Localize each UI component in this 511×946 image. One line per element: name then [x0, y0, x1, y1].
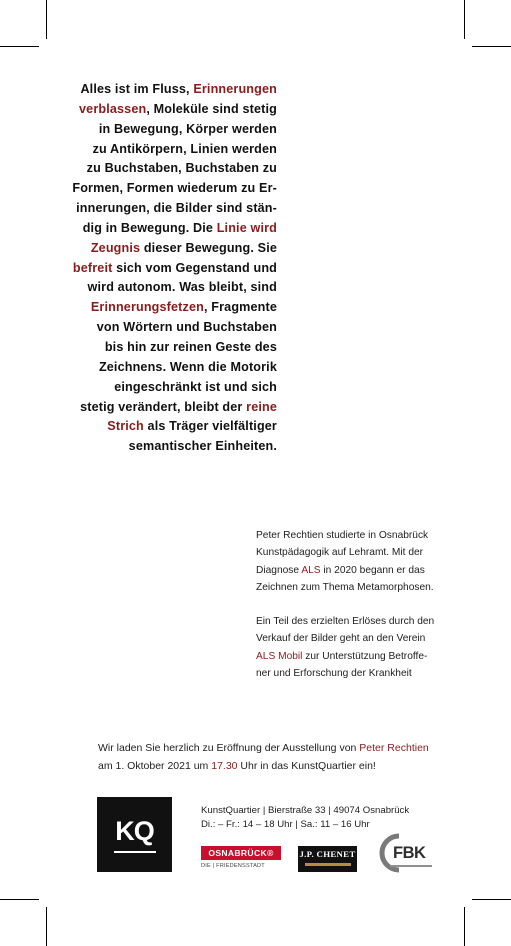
- text-segment: Zeichnen zum Thema Metamorphosen.: [256, 581, 434, 593]
- highlighted-phrase: Strich: [107, 419, 144, 434]
- text-segment: , Fragmente: [203, 300, 277, 315]
- venue-hours: Di.: – Fr.: 14 – 18 Uhr | Sa.: 11 – 16 Uhr: [201, 818, 370, 830]
- text-line: [70, 338, 277, 358]
- osnabrueck-logo: [201, 846, 281, 876]
- text-segment: stetig verändert, bleibt der: [80, 399, 247, 414]
- text-segment: wird autonom. Was bleibt, sind: [87, 280, 277, 295]
- fbk-logo-subline: [390, 865, 432, 867]
- manifest-text: [70, 80, 277, 457]
- text-line: [70, 199, 277, 219]
- text-segment: Diagnose: [256, 564, 302, 576]
- text-segment: innerungen, die Bilder sind stän-: [76, 201, 277, 216]
- text-segment: Peter Rechtien studierte in Osnabrück: [256, 530, 429, 541]
- venue-info: [201, 804, 451, 831]
- text-segment: Kunstpädagogik auf Lehramt. Mit der: [256, 547, 424, 559]
- text-segment: Uhr in das KunstQuartier ein!: [237, 759, 376, 772]
- text-line: [70, 278, 277, 298]
- highlighted-phrase: Peter Rechtien: [359, 742, 429, 754]
- text-line: [70, 259, 277, 279]
- text-segment: von Wörtern und Buchstaben: [96, 320, 277, 335]
- paragraph-gap: [256, 596, 456, 613]
- text-line: [70, 417, 277, 437]
- osnabrueck-logo-tagline: DIE | FRIEDENSSTADT: [201, 863, 265, 869]
- text-segment: Formen, Formen wiederum zu Er-: [72, 181, 277, 196]
- highlighted-phrase: Erinnerungen: [193, 82, 277, 96]
- fbk-logo: [375, 832, 431, 874]
- fbk-logo-text: FBK: [393, 844, 426, 862]
- text-segment: als Träger vielfältiger: [143, 419, 277, 434]
- text-line: [70, 100, 277, 120]
- venue-address: KunstQuartier | Bierstraße 33 | 49074 Osnabrück: [201, 805, 410, 816]
- text-line: [70, 219, 277, 239]
- text-segment: Wir laden Sie herzlich zu Eröffnung der Ausstellung von: [98, 742, 360, 754]
- text-line: [70, 437, 277, 457]
- text-line: [256, 544, 456, 561]
- text-segment: eingeschränkt ist und sich: [114, 379, 277, 394]
- crop-mark: [464, 0, 465, 39]
- highlighted-phrase: Erinnerungsfetzen: [90, 300, 204, 315]
- text-segment: bis hin zur reinen Geste des: [104, 339, 277, 354]
- highlighted-phrase: befreit: [72, 260, 113, 275]
- text-line: [98, 740, 458, 758]
- text-line: [70, 318, 277, 338]
- crop-mark: [46, 907, 47, 946]
- text-segment: ner und Erforschung der Krankheit: [256, 668, 412, 680]
- crop-mark: [0, 899, 39, 900]
- text-line: [70, 298, 277, 318]
- highlighted-phrase: ALS Mobil: [256, 650, 303, 662]
- highlighted-phrase: reine: [246, 399, 277, 414]
- kunstquartier-logo: [97, 797, 172, 872]
- text-line: [70, 80, 277, 100]
- text-line: [70, 398, 277, 418]
- paragraph: [256, 527, 456, 596]
- text-segment: zur Unterstützung Betroffe-: [302, 650, 428, 662]
- text-line: [256, 579, 456, 596]
- text-line: [70, 358, 277, 378]
- jp-chenet-logo-stripe: [305, 863, 351, 866]
- text-segment: semantischer Einheiten.: [128, 439, 277, 454]
- highlighted-phrase: Zeugnis: [90, 240, 141, 255]
- artist-bio: [256, 527, 456, 682]
- text-line: [70, 239, 277, 259]
- text-line: [256, 527, 456, 544]
- text-segment: dig in Bewegung. Die: [82, 220, 217, 235]
- text-line: [256, 562, 456, 579]
- text-segment: sich vom Gegenstand und: [112, 260, 277, 275]
- jp-chenet-logo: [298, 846, 357, 872]
- text-segment: in 2020 begann er das: [320, 564, 425, 576]
- invitation-text: [98, 740, 458, 775]
- text-segment: zu Buchstaben, Buchstaben zu: [86, 161, 277, 176]
- highlighted-phrase: 17.30: [211, 759, 238, 772]
- crop-mark: [472, 899, 511, 900]
- text-segment: am 1. Oktober 2021 um: [98, 759, 212, 772]
- text-line: [70, 140, 277, 160]
- text-segment: in Bewegung, Körper werden: [98, 121, 277, 136]
- kq-logo-text: KQ: [115, 815, 154, 846]
- paragraph: [256, 613, 456, 682]
- text-segment: zu Antikörpern, Linien werden: [92, 141, 277, 156]
- crop-mark: [46, 0, 47, 39]
- highlighted-phrase: verblassen: [79, 101, 147, 116]
- text-line: [256, 648, 456, 665]
- osnabrueck-logo-name: OSNABRÜCK®: [201, 846, 281, 860]
- text-segment: dieser Bewegung. Sie: [140, 240, 277, 255]
- text-segment: Zeichnens. Wenn die Motorik: [98, 359, 277, 374]
- crop-mark: [464, 907, 465, 946]
- jp-chenet-logo-name: J.P. CHENET: [299, 849, 356, 859]
- text-line: [70, 159, 277, 179]
- text-segment: Alles ist im Fluss,: [80, 82, 194, 96]
- highlighted-phrase: Linie wird: [216, 220, 277, 235]
- text-line: [256, 665, 456, 682]
- text-line: [98, 758, 458, 776]
- text-line: [70, 179, 277, 199]
- text-line: [256, 613, 456, 630]
- crop-mark: [0, 46, 39, 47]
- text-line: [70, 378, 277, 398]
- text-segment: Ein Teil des erzielten Erlöses durch den: [256, 616, 435, 628]
- text-line: [256, 630, 456, 647]
- text-segment: Verkauf der Bilder geht an den Verein: [256, 633, 426, 645]
- highlighted-phrase: ALS: [301, 564, 321, 576]
- text-segment: , Moleküle sind stetig: [146, 101, 277, 116]
- text-line: [70, 120, 277, 140]
- kq-logo-underline: [114, 851, 156, 853]
- crop-mark: [472, 46, 511, 47]
